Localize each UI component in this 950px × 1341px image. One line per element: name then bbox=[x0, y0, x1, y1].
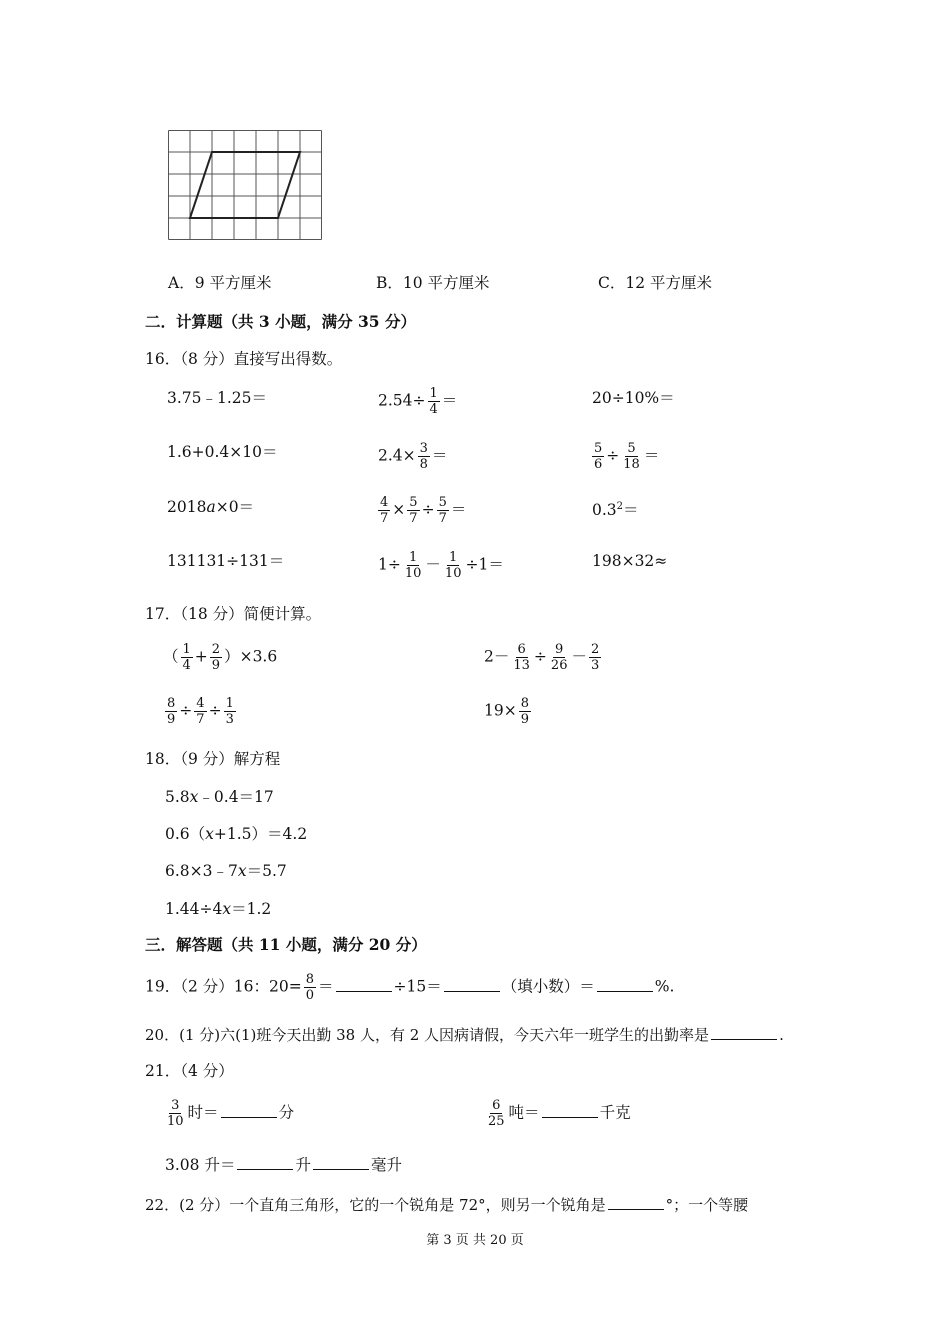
q16-r1c1: 3.75﹣1.25＝ bbox=[167, 389, 268, 407]
fraction bbox=[418, 441, 430, 472]
numerator: 4 bbox=[196, 696, 205, 711]
text: 分 bbox=[278, 1103, 295, 1122]
q18-stem: 18．（9 分）解方程 bbox=[145, 750, 281, 768]
fraction bbox=[210, 642, 222, 673]
denominator: 26 bbox=[550, 658, 568, 673]
parallelogram-shape bbox=[190, 152, 300, 218]
q16-r1c3: 20÷10%＝ bbox=[592, 389, 675, 407]
denominator: 8 bbox=[419, 457, 428, 472]
variable: x bbox=[205, 825, 214, 843]
text: 2.4× bbox=[378, 446, 416, 465]
text: ＝ bbox=[643, 446, 660, 465]
answer-blank[interactable] bbox=[597, 977, 653, 992]
q17-c bbox=[163, 696, 238, 727]
numerator: 8 bbox=[520, 696, 529, 711]
denominator: 25 bbox=[488, 1114, 505, 1129]
text: 2－ bbox=[484, 647, 510, 666]
text: （ bbox=[163, 647, 179, 666]
text: %. bbox=[654, 977, 675, 996]
answer-blank[interactable] bbox=[711, 1025, 777, 1040]
fraction bbox=[437, 495, 449, 526]
denominator: 7 bbox=[409, 511, 418, 526]
q18-eq1 bbox=[165, 787, 274, 807]
numerator: 1 bbox=[408, 550, 418, 565]
numerator: 5 bbox=[438, 495, 447, 510]
operator: － bbox=[425, 555, 441, 574]
numerator: 4 bbox=[380, 495, 389, 510]
text: 19× bbox=[484, 701, 517, 720]
numerator: 3 bbox=[171, 1098, 180, 1113]
q21-c bbox=[165, 1155, 402, 1175]
numerator: 3 bbox=[419, 441, 428, 456]
numerator: 1 bbox=[429, 386, 438, 401]
answer-blank[interactable] bbox=[336, 977, 392, 992]
page-footer: 第 3 页 共 20 页 bbox=[426, 1233, 524, 1248]
text: ＝ bbox=[431, 446, 448, 465]
numerator: 5 bbox=[627, 441, 636, 456]
variable: x bbox=[237, 862, 247, 880]
denominator: 10 bbox=[167, 1114, 184, 1129]
q21-stem: 21．（4 分） bbox=[145, 1062, 234, 1080]
option-a: A．9 平方厘米 bbox=[168, 274, 272, 292]
q21-b bbox=[484, 1098, 631, 1129]
numerator: 6 bbox=[517, 642, 526, 657]
text: ）×3.6 bbox=[224, 647, 278, 666]
text: ﹣0.4＝17 bbox=[198, 788, 274, 806]
text: 0.3 bbox=[592, 501, 617, 520]
numerator: 5 bbox=[594, 441, 603, 456]
denominator: 9 bbox=[520, 712, 529, 727]
numerator: 6 bbox=[492, 1098, 501, 1113]
answer-blank[interactable] bbox=[313, 1155, 369, 1170]
text: 毫升 bbox=[370, 1156, 402, 1174]
text: °；一个等腰 bbox=[665, 1196, 749, 1214]
fraction bbox=[224, 696, 236, 727]
q16-r3c3 bbox=[592, 497, 639, 520]
text: +1.5）＝4.2 bbox=[213, 825, 308, 843]
q18-eq4 bbox=[165, 899, 271, 919]
fraction bbox=[304, 972, 316, 1003]
operator: ÷ bbox=[179, 701, 193, 720]
denominator: 4 bbox=[182, 658, 191, 673]
text: ＝ bbox=[623, 501, 639, 520]
section-3-title: 三．解答题（共 11 小题，满分 20 分） bbox=[145, 935, 427, 954]
q19 bbox=[145, 972, 674, 1003]
denominator: 7 bbox=[380, 511, 389, 526]
q21-a bbox=[163, 1098, 294, 1129]
numerator: 5 bbox=[409, 495, 418, 510]
q16-r4c1: 131131÷131＝ bbox=[167, 552, 285, 570]
answer-blank[interactable] bbox=[221, 1103, 277, 1118]
fraction bbox=[378, 495, 390, 526]
q16-r4c3: 198×32≈ bbox=[592, 552, 668, 570]
answer-blank[interactable] bbox=[542, 1103, 598, 1118]
text: 吨＝ bbox=[508, 1103, 540, 1122]
text: 19．（2 分）16：20= bbox=[145, 977, 302, 996]
text: 升 bbox=[295, 1156, 311, 1174]
denominator: 3 bbox=[225, 712, 234, 727]
numerator: 1 bbox=[225, 696, 234, 711]
q16-r2c1: 1.6+0.4×10＝ bbox=[167, 443, 278, 461]
denominator: 18 bbox=[623, 457, 640, 472]
fraction bbox=[519, 696, 531, 727]
text: （填小数）＝ bbox=[501, 977, 595, 996]
denominator: 9 bbox=[167, 712, 176, 727]
text: 千克 bbox=[599, 1103, 631, 1122]
fraction bbox=[181, 642, 193, 673]
answer-blank[interactable] bbox=[237, 1155, 293, 1170]
operator: ÷ bbox=[208, 701, 222, 720]
fraction bbox=[511, 642, 532, 673]
numerator: 1 bbox=[182, 642, 191, 657]
answer-blank[interactable] bbox=[608, 1195, 664, 1210]
text: 时＝ bbox=[187, 1103, 219, 1122]
option-c: C．12 平方厘米 bbox=[598, 274, 713, 292]
fraction bbox=[443, 550, 464, 581]
text: 3.08 升＝ bbox=[165, 1156, 236, 1174]
text: 1.44÷4 bbox=[165, 900, 223, 918]
operator: － bbox=[571, 647, 587, 666]
q18-eq2 bbox=[165, 824, 307, 844]
q17-b bbox=[484, 642, 603, 673]
q16-r4c2 bbox=[378, 550, 504, 581]
q17-a bbox=[163, 642, 277, 673]
variable: a bbox=[206, 498, 216, 516]
denominator: 10 bbox=[444, 566, 462, 581]
exponent: 2 bbox=[616, 501, 624, 512]
q16-r1c2 bbox=[378, 386, 457, 417]
section-2-title: 二．计算题（共 3 小题，满分 35 分） bbox=[145, 312, 416, 331]
fraction bbox=[621, 441, 642, 472]
fraction bbox=[165, 1098, 186, 1129]
text: 2.54÷ bbox=[378, 391, 426, 410]
fraction bbox=[165, 696, 177, 727]
variable: x bbox=[189, 788, 199, 806]
text: ＝5.7 bbox=[246, 862, 287, 880]
denominator: 10 bbox=[404, 566, 422, 581]
text: 6.8×3﹣7 bbox=[165, 862, 238, 880]
fraction bbox=[486, 1098, 507, 1129]
text: 22．(2 分）一个直角三角形，它的一个锐角是 72°，则另一个锐角是 bbox=[145, 1196, 606, 1214]
text: 20．(1 分)六(1)班今天出勤 38 人，有 2 人因病请假，今天六年一班学生的出勤率是 bbox=[145, 1026, 710, 1044]
text: 2018 bbox=[167, 498, 207, 516]
denominator: 6 bbox=[594, 457, 603, 472]
numerator: 2 bbox=[211, 642, 221, 657]
q20 bbox=[145, 1025, 784, 1045]
numerator: 9 bbox=[555, 642, 564, 657]
denominator: 0 bbox=[305, 988, 314, 1003]
fraction bbox=[403, 550, 424, 581]
fraction bbox=[549, 642, 570, 673]
text: ÷1＝ bbox=[465, 555, 504, 574]
operator: + bbox=[194, 647, 208, 666]
operator: × bbox=[392, 500, 406, 519]
operator: ÷ bbox=[421, 500, 435, 519]
q16-r3c2 bbox=[376, 495, 466, 526]
operator: ÷ bbox=[533, 647, 547, 666]
text: ＝ bbox=[317, 977, 334, 996]
q16-r2c3 bbox=[590, 441, 659, 472]
fraction bbox=[592, 441, 604, 472]
q17-d bbox=[484, 696, 533, 727]
grid-svg bbox=[168, 130, 322, 240]
denominator: 7 bbox=[196, 712, 205, 727]
denominator: 3 bbox=[590, 658, 600, 673]
text: 1÷ bbox=[378, 555, 401, 574]
q18-eq3 bbox=[165, 861, 287, 881]
denominator: 13 bbox=[513, 658, 530, 673]
option-b: B．10 平方厘米 bbox=[376, 274, 490, 292]
parallelogram-grid-figure bbox=[168, 130, 322, 240]
numerator: 2 bbox=[590, 642, 600, 657]
denominator: 4 bbox=[429, 402, 438, 417]
text: 0.6（ bbox=[165, 825, 206, 843]
denominator: 9 bbox=[211, 658, 221, 673]
text: 5.8 bbox=[165, 788, 190, 806]
q16-r3c1 bbox=[167, 497, 254, 517]
fraction bbox=[407, 495, 419, 526]
text: ＝ bbox=[441, 391, 458, 410]
text: . bbox=[779, 1026, 784, 1044]
q17-stem: 17．（18 分）简便计算。 bbox=[145, 605, 322, 623]
q16-stem: 16．（8 分）直接写出得数。 bbox=[145, 350, 343, 368]
fraction bbox=[589, 642, 601, 673]
text: ＝1.2 bbox=[231, 900, 272, 918]
text: ×0＝ bbox=[215, 498, 255, 516]
fraction bbox=[428, 386, 440, 417]
answer-blank[interactable] bbox=[444, 977, 500, 992]
q16-r2c2 bbox=[378, 441, 447, 472]
variable: x bbox=[222, 900, 232, 918]
operator: ÷ bbox=[606, 446, 620, 465]
numerator: 8 bbox=[305, 972, 314, 987]
fraction bbox=[194, 696, 206, 727]
numerator: 1 bbox=[449, 550, 458, 565]
denominator: 7 bbox=[438, 511, 447, 526]
numerator: 8 bbox=[167, 696, 176, 711]
text: ÷15＝ bbox=[393, 977, 442, 996]
text: ＝ bbox=[450, 500, 467, 519]
q22 bbox=[145, 1195, 748, 1215]
